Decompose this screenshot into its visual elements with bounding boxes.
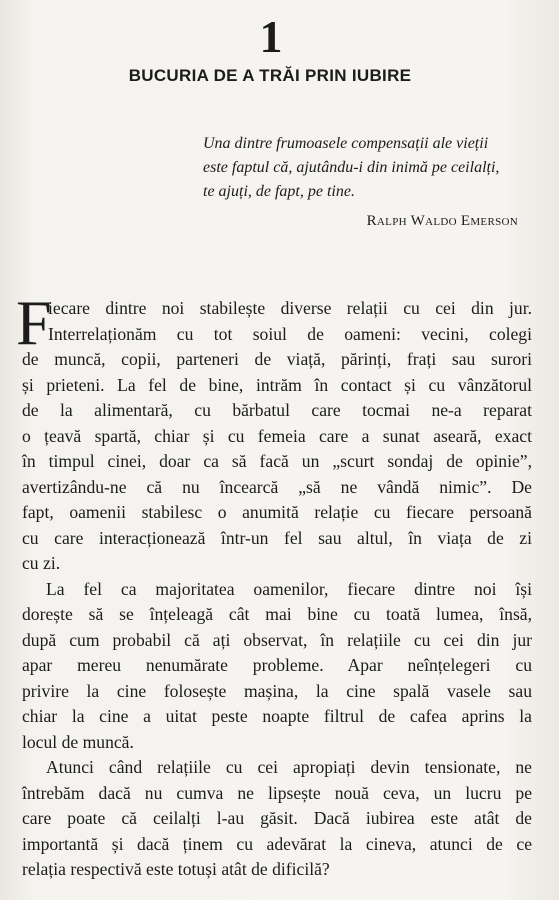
text-line: după cum probabil că ați observat, în relațiile cu cei din jur bbox=[22, 629, 532, 650]
text-line: Atunci când relațiile cu cei apropiați devin tensionate, ne bbox=[46, 757, 532, 777]
text-line: întrebăm dacă nu cumva ne lipsește nouă ceva, un lucru pe bbox=[22, 782, 532, 803]
paragraph-1 bbox=[22, 296, 532, 577]
paragraph-3 bbox=[22, 755, 532, 883]
text-line: avertizându-ne că nu încearcă „să ne vândă nimic”. De bbox=[22, 476, 532, 497]
paragraph-2 bbox=[22, 577, 532, 756]
text-line: de muncă, copii, parteneri de viață, părinți, frați sau surori bbox=[22, 349, 532, 369]
epigraph-author: Ralph Waldo Emerson bbox=[366, 213, 518, 229]
body-text bbox=[16, 287, 532, 883]
text-line: și prieteni. La fel de bine, intrăm în contact și cu vânzătorul bbox=[22, 374, 532, 395]
text-line: o țeavă spartă, chiar și cu femeia care a sunat aseară, exact bbox=[22, 425, 532, 446]
text-line: Interrelaționăm cu tot soiul de oameni: vecini, colegi bbox=[48, 323, 532, 344]
chapter-number: 1 bbox=[259, 11, 281, 62]
text-line: locul de muncă. bbox=[22, 731, 134, 752]
text-line: dorește să se înțeleagă cât mai bine cu toată lumea, însă, bbox=[22, 604, 532, 624]
text-line: de la alimentară, cu bărbatul care tocmai ne-a reparat bbox=[22, 400, 532, 420]
text-line: în timpul cinei, doar ca să facă un „scurt sondaj de opinie”, bbox=[22, 451, 532, 471]
epigraph-line: Una dintre frumoasele compensații ale vieții bbox=[203, 135, 489, 152]
drop-cap-letter: F bbox=[16, 287, 52, 358]
text-line: relația respectivă este totuși atât de dificilă? bbox=[22, 859, 330, 879]
epigraph-line: este faptul că, ajutându-i din inimă pe ceilalți, bbox=[203, 159, 500, 176]
text-line: cu zi. bbox=[22, 553, 61, 573]
epigraph-quote bbox=[203, 132, 523, 204]
text-line: cu care interacționează într-un fel sau altul, în viața de zi bbox=[22, 527, 532, 548]
text-line: La fel ca majoritatea oamenilor, fiecare dintre noi își bbox=[46, 578, 532, 599]
epigraph-line: te ajuți, de fapt, pe tine. bbox=[203, 183, 355, 200]
text-line: apar mereu nenumărate probleme. Apar neînțelegeri cu bbox=[22, 655, 532, 675]
text-line: fapt, oamenii stabilesc o anumită relație cu fiecare persoană bbox=[22, 502, 532, 522]
text-line: chiar la cine a uitat peste noapte filtrul de cafea aprins la bbox=[22, 706, 532, 726]
chapter-title: BUCURIA DE A TRĂI PRIN IUBIRE bbox=[128, 66, 412, 85]
text-line: importantă și dacă ținem cu adevărat la cineva, atunci de ce bbox=[22, 833, 532, 854]
text-line: iecare dintre noi stabilește diverse relații cu cei din jur. bbox=[48, 298, 532, 318]
text-line: privire la cine folosește mașina, la cine spală vasele sau bbox=[22, 680, 532, 701]
text-line: care poate că ceilalți l-au găsit. Dacă iubirea este atât de bbox=[22, 808, 532, 828]
